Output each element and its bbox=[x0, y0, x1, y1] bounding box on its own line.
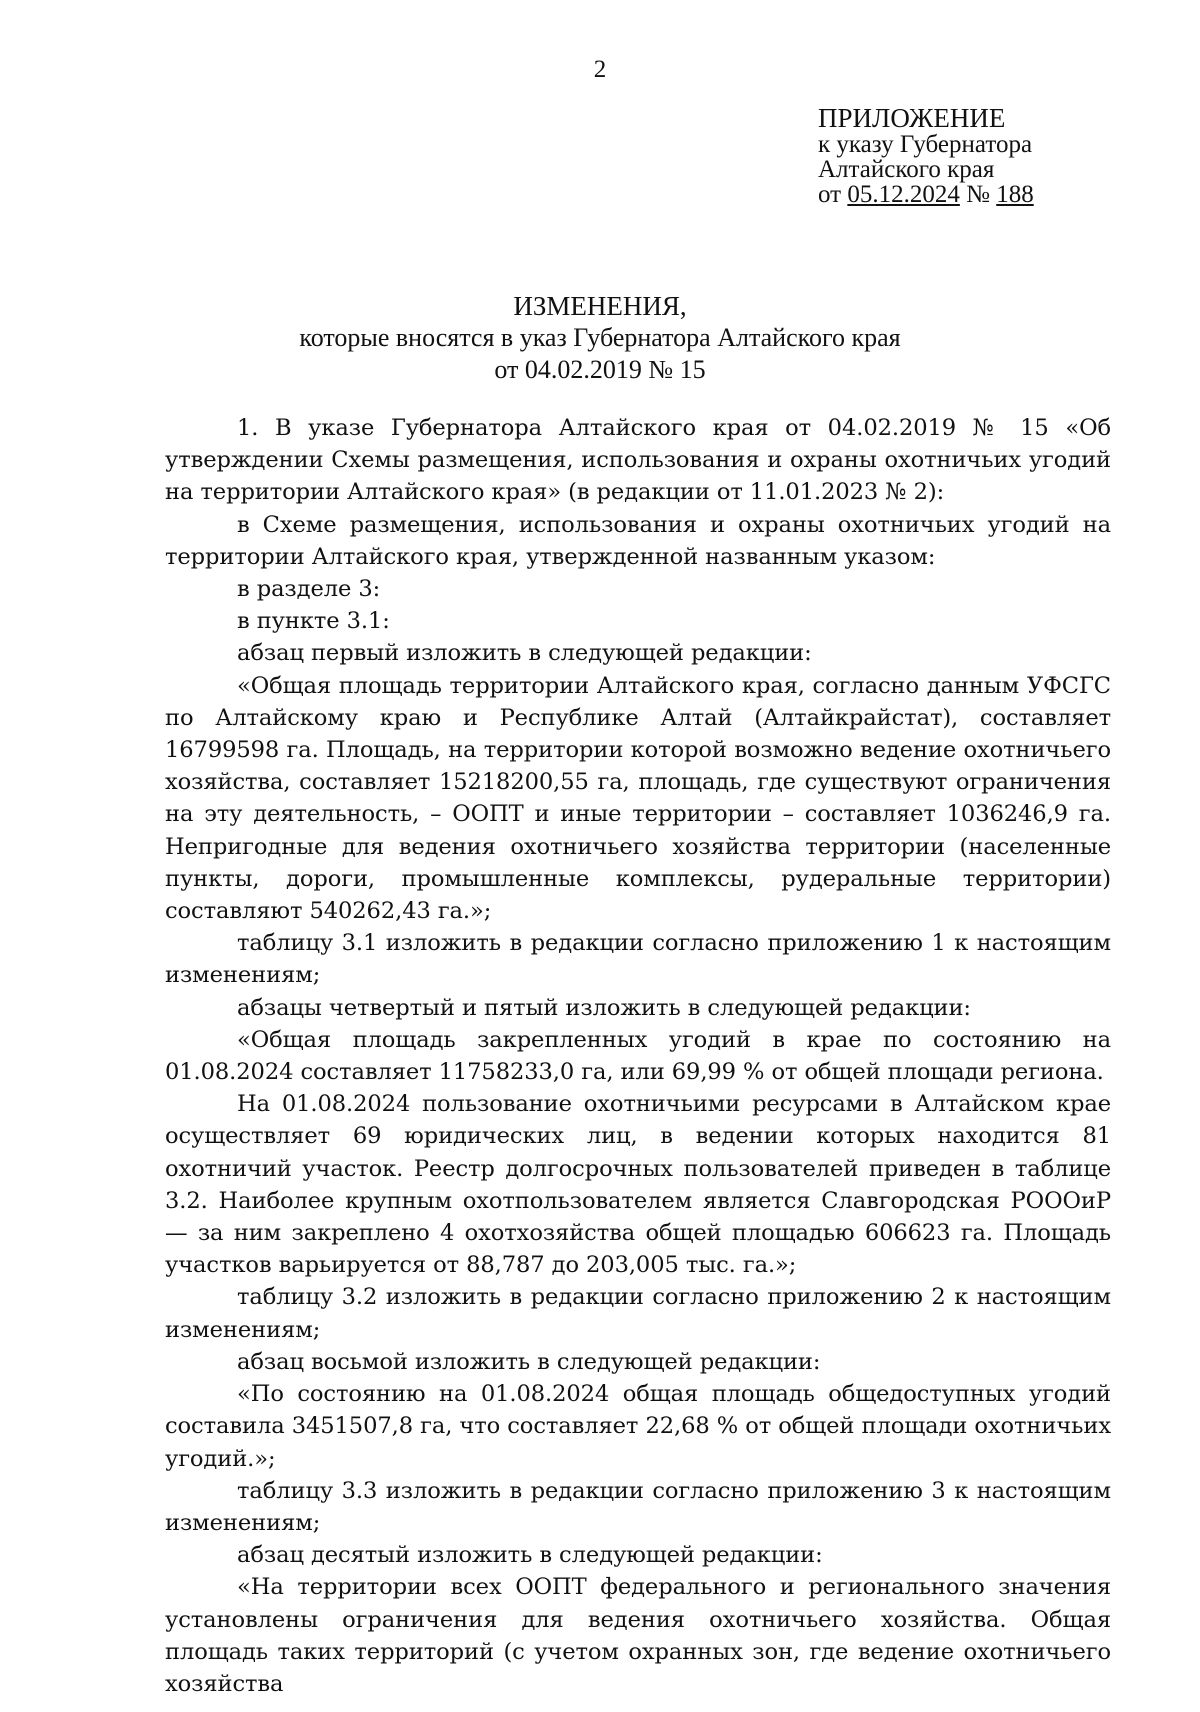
paragraph: абзацы четвертый и пятый изложить в следующей редакции: bbox=[237, 994, 971, 1021]
paragraph: в разделе 3: bbox=[237, 576, 381, 603]
paragraph: «Общая площадь территории Алтайского края, согласно данным УФСГС по Алтайскому краю и Республике Алтай (Алтайкрайстат), составляет 16799598 га. Площадь, на территории которой возможно ведение охотничьего хозяйства, составляет 15218200,55 га, площадь, где существуют ограничения на эту деятельность, – ООПТ и иные территории – составляет 1036246,9 га. Непригодные для ведения охотничьего хозяйства территории (населенные пункты, дороги, промышленные комплексы, рудеральные территории) составляют 540262,43 га.»; bbox=[165, 672, 1111, 925]
paragraph: «На территории всех ООПТ федерального и регионального значения установлены ограничения для ведения охотничьего хозяйства. Общая площадь таких территорий (с учетом охранных зон, где ведение охотничьего хозяйства bbox=[165, 1574, 1111, 1697]
paragraph: в Схеме размещения, использования и охраны охотничьих угодий на территории Алтайского края, утвержденной названным указом: bbox=[165, 511, 1111, 570]
document-body bbox=[165, 412, 1111, 1700]
paragraph: таблицу 3.2 изложить в редакции согласно приложению 2 к настоящим изменениям; bbox=[165, 1284, 1111, 1343]
appendix-date: 05.12.2024 bbox=[847, 181, 960, 208]
paragraph: «По состоянию на 01.08.2024 общая площадь общедоступных угодий составила 3451507,8 га, что составляет 22,68 % от общей площади охотничьих угодий.»; bbox=[165, 1381, 1111, 1472]
appendix-line-1: к указу Губернатора bbox=[818, 131, 1033, 158]
appendix-line-2: Алтайского края bbox=[818, 156, 995, 183]
appendix-number: 188 bbox=[996, 181, 1034, 208]
appendix-block bbox=[818, 104, 1034, 207]
appendix-title: ПРИЛОЖЕНИЕ bbox=[818, 103, 1006, 133]
document-subtitle: которые вносятся в указ Губернатора Алтайского края bbox=[299, 323, 901, 352]
paragraph: 1. В указе Губернатора Алтайского края от 04.02.2019 № 15 «Об утверждении Схемы размещения, использования и охраны охотничьих угодий на территории Алтайского края» (в редакции от 11.01.2023 № 2): bbox=[165, 415, 1111, 506]
paragraph: абзац первый изложить в следующей редакции: bbox=[237, 640, 812, 667]
paragraph: таблицу 3.3 изложить в редакции согласно приложению 3 к настоящим изменениям; bbox=[165, 1477, 1111, 1536]
appendix-date-prefix: от bbox=[818, 181, 848, 208]
paragraph: в пункте 3.1: bbox=[237, 608, 390, 635]
paragraph: На 01.08.2024 пользование охотничьими ресурсами в Алтайском крае осуществляет 69 юридических лиц, в ведении которых находится 81 охотничий участок. Реестр долгосрочных пользователей приведен в таблице 3.2. Наиболее крупным охотпользователем является Славгородская РОООиР — за ним закреплено 4 охотхозяйства общей площадью 606623 га. Площадь участков варьируется от 88,787 до 203,005 тыс. га.»; bbox=[165, 1091, 1111, 1279]
paragraph: абзац восьмой изложить в следующей редакции: bbox=[237, 1348, 821, 1375]
appendix-date-line bbox=[818, 182, 1034, 207]
paragraph: «Общая площадь закрепленных угодий в крае по состоянию на 01.08.2024 составляет 11758233,0 га, или 69,99 % от общей площади региона. bbox=[165, 1026, 1111, 1086]
document-title: ИЗМЕНЕНИЯ, bbox=[513, 291, 687, 321]
document-subtitle-date: от 04.02.2019 № 15 bbox=[494, 355, 706, 384]
paragraph: абзац десятый изложить в следующей редакции: bbox=[237, 1542, 823, 1569]
paragraph: таблицу 3.1 изложить в редакции согласно приложению 1 к настоящим изменениям; bbox=[165, 930, 1111, 989]
page-number: 2 bbox=[593, 56, 607, 83]
appendix-number-prefix: № bbox=[959, 181, 997, 208]
